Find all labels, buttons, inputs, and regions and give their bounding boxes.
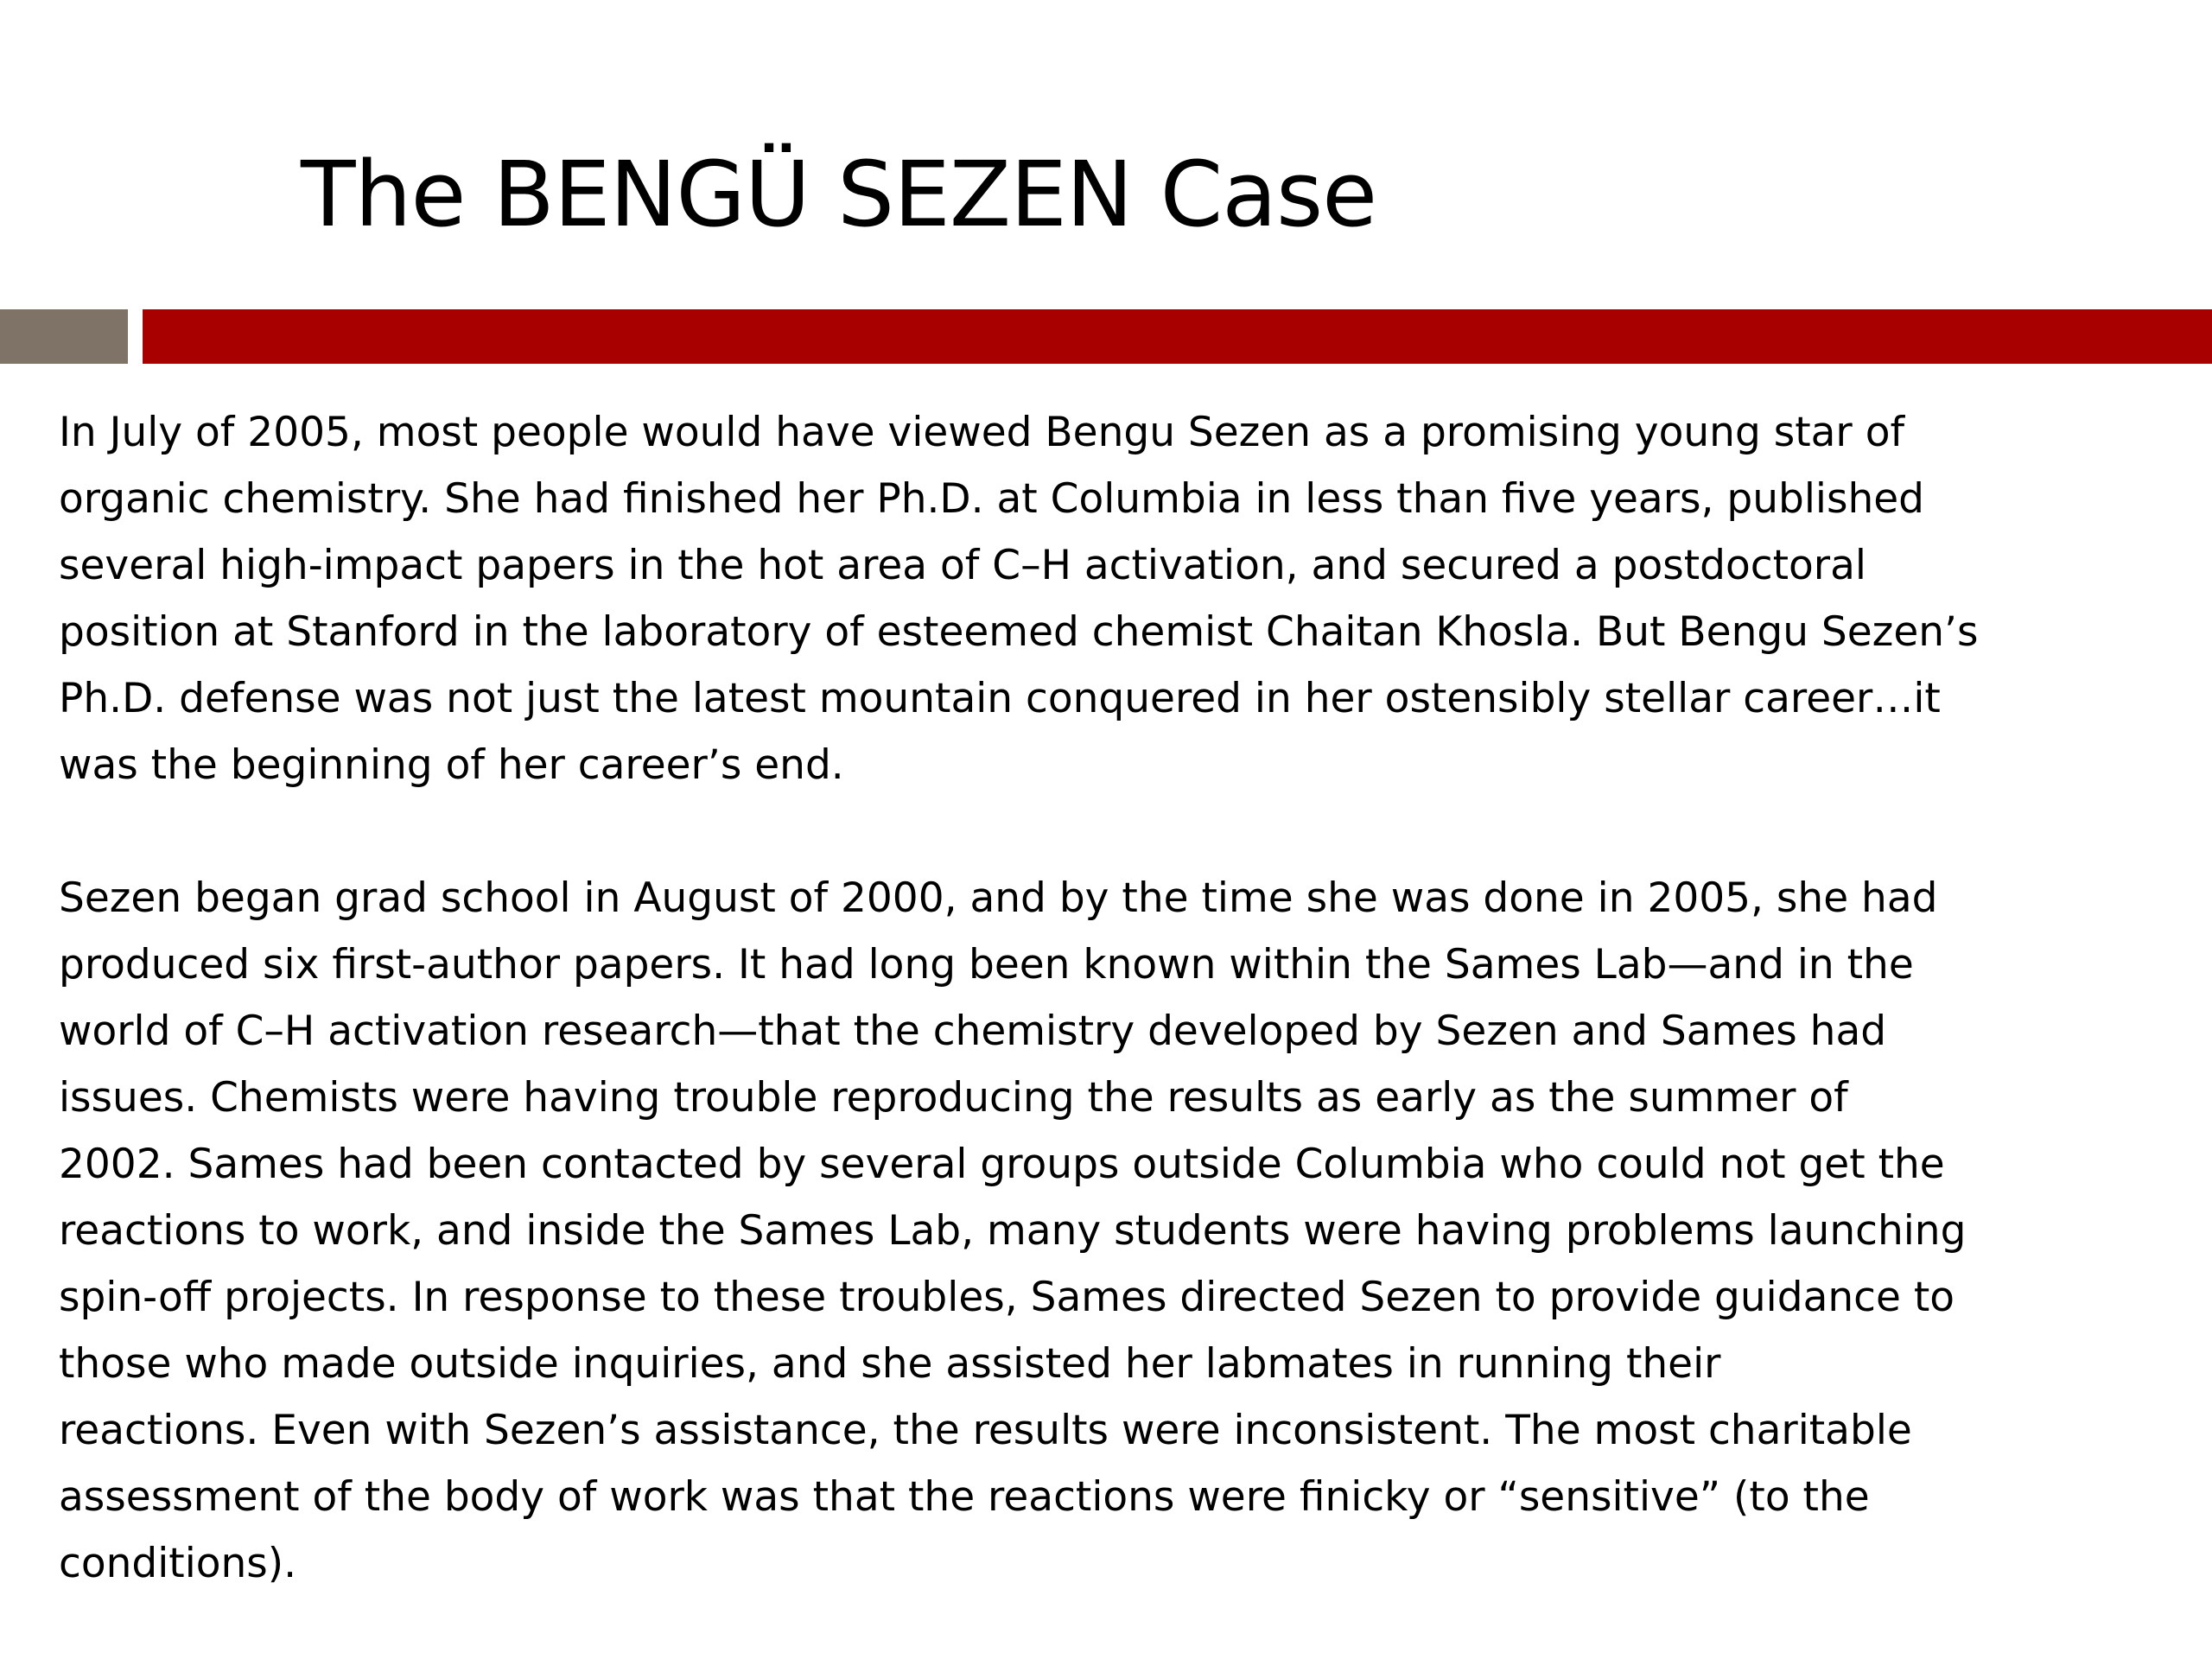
title-divider-red-bar xyxy=(143,309,2212,364)
paragraph-line: reactions to work, and inside the Sames Lab, many students were having problems launching xyxy=(59,1207,1967,1255)
paragraph-line: assessment of the body of work was that the reactions were finicky or “sensitive” (to the xyxy=(59,1473,1870,1521)
paragraph-2 xyxy=(59,865,2167,1597)
paragraph-line: spin-off projects. In response to these troubles, Sames directed Sezen to provide guidance to xyxy=(59,1274,1955,1321)
paragraph-line: was the beginning of her career’s end. xyxy=(59,741,844,789)
paragraph-line: 2002. Sames had been contacted by several groups outside Columbia who could not get the xyxy=(59,1141,1945,1188)
paragraph-1 xyxy=(59,399,2167,798)
paragraph-line: position at Stanford in the laboratory of esteemed chemist Chaitan Khosla. But Bengu Sezen’s xyxy=(59,608,1979,656)
paragraph-line: organic chemistry. She had finished her Ph.D. at Columbia in less than five years, published xyxy=(59,475,1925,523)
slide-title: The BENGÜ SEZEN Case xyxy=(301,142,1377,247)
paragraph-line: issues. Chemists were having trouble reproducing the results as early as the summer of xyxy=(59,1074,1848,1122)
title-divider-gray-block xyxy=(0,309,128,364)
paragraph-line: several high-impact papers in the hot area of C–H activation, and secured a postdoctoral xyxy=(59,542,1866,589)
paragraph-line: world of C–H activation research—that the chemistry developed by Sezen and Sames had xyxy=(59,1007,1887,1055)
paragraph-line: produced six first-author papers. It had long been known within the Sames Lab—and in the xyxy=(59,941,1914,988)
paragraph-line: conditions). xyxy=(59,1540,297,1587)
paragraph-line: Ph.D. defense was not just the latest mountain conquered in her ostensibly stellar career…it xyxy=(59,675,1941,722)
paragraph-line: In July of 2005, most people would have viewed Bengu Sezen as a promising young star of xyxy=(59,409,1904,456)
paragraph-line: those who made outside inquiries, and she assisted her labmates in running their xyxy=(59,1340,1721,1388)
slide-body xyxy=(59,399,2167,1597)
paragraph-line: reactions. Even with Sezen’s assistance, the results were inconsistent. The most charitable xyxy=(59,1407,1912,1454)
paragraph-line: Sezen began grad school in August of 2000, and by the time she was done in 2005, she had xyxy=(59,874,1938,922)
